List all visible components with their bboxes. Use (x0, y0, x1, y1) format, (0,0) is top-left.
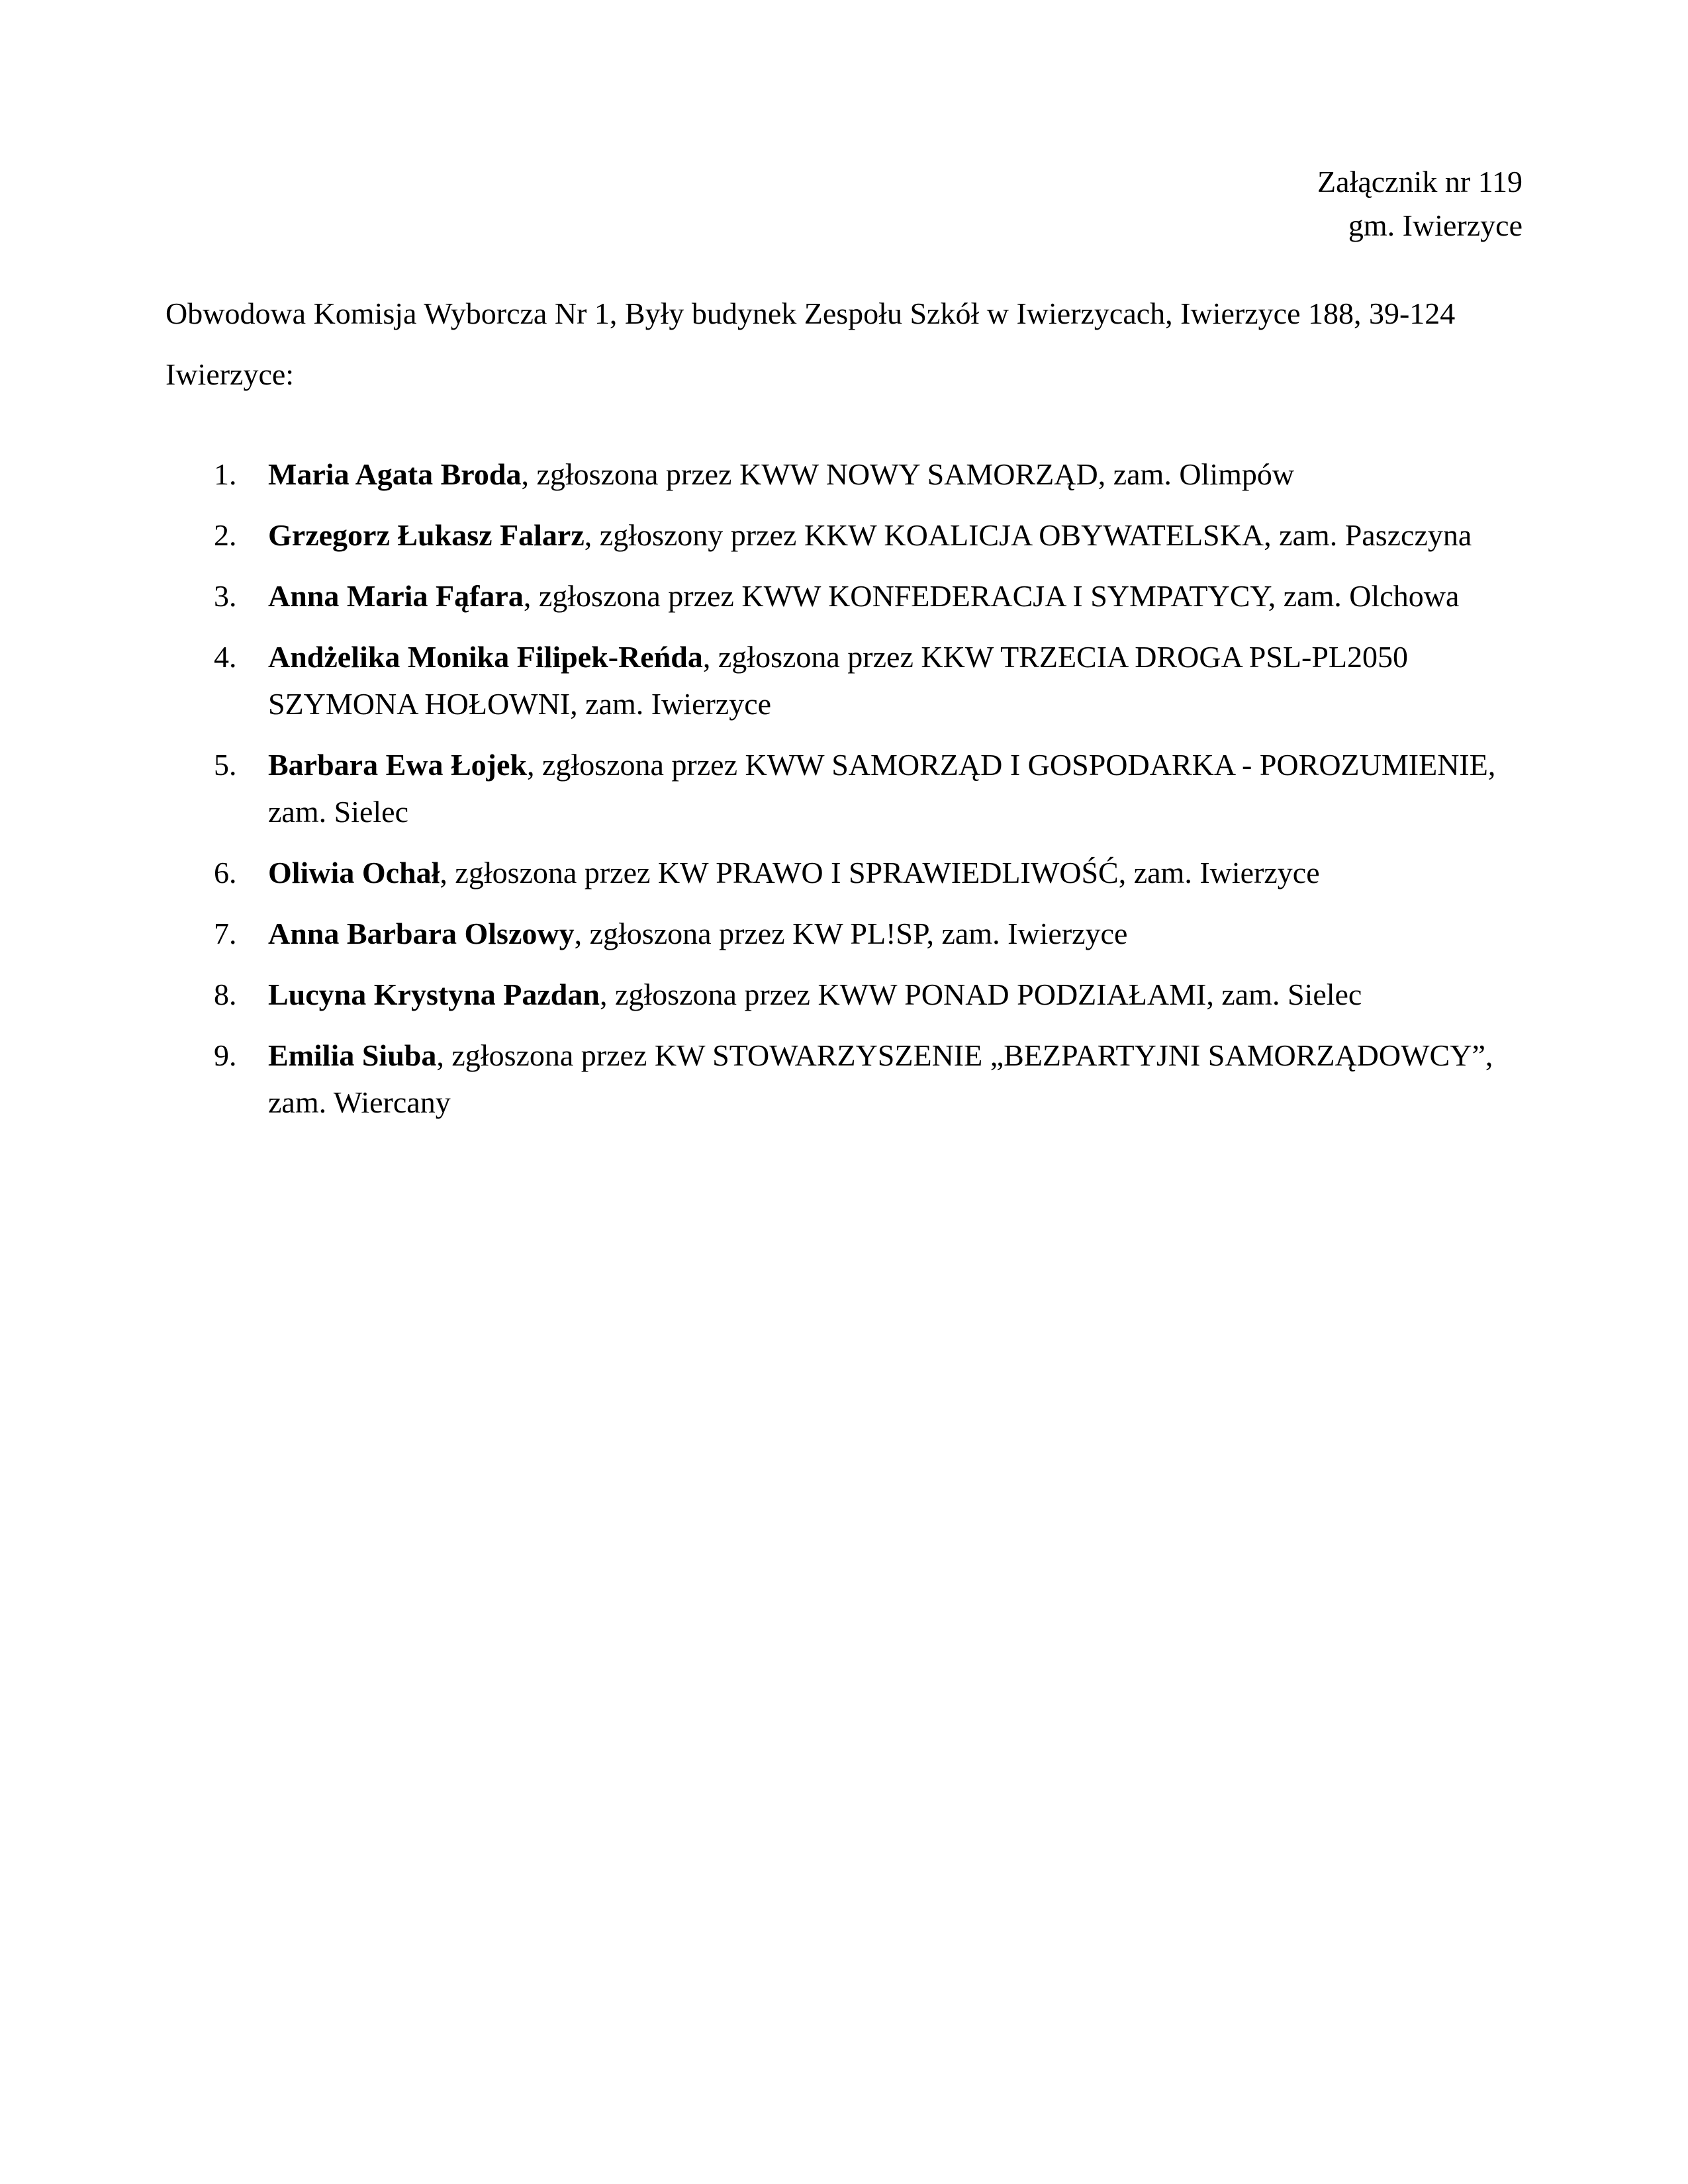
member-item (0, 512, 1688, 559)
member-number: 7. (214, 917, 237, 950)
member-details: , zgłoszona przez KWW KONFEDERACJA I SYMPATYCY, zam. Olchowa (523, 579, 1460, 613)
member-name: Anna Maria Fąfara (268, 579, 524, 613)
member-number: 9. (214, 1038, 237, 1072)
member-details: , zgłoszona przez KWW PONAD PODZIAŁAMI, zam. Sielec (599, 978, 1362, 1011)
member-details: , zgłoszona przez KW PL!SP, zam. Iwierzyce (574, 917, 1128, 950)
member-details: , zgłoszona przez KW STOWARZYSZENIE „BEZPARTYJNI SAMORZĄDOWCY”, zam. Wiercany (268, 1038, 1493, 1119)
member-number: 6. (214, 856, 237, 889)
member-name: Maria Agata Broda (268, 457, 522, 491)
member-name: Emilia Siuba (268, 1038, 437, 1072)
member-number: 3. (214, 579, 237, 613)
attachment-number: Załącznik nr 119 (1317, 165, 1523, 199)
member-name: Grzegorz Łukasz Falarz (268, 518, 585, 552)
member-item (0, 849, 1688, 896)
member-details: , zgłoszona przez KKW TRZECIA DROGA PSL-PL2050 SZYMONA HOŁOWNI, zam. Iwierzyce (268, 640, 1409, 721)
member-item (0, 633, 1688, 727)
member-name: Lucyna Krystyna Pazdan (268, 978, 600, 1011)
member-number: 8. (214, 978, 237, 1011)
attachment-header (1317, 160, 1523, 248)
member-details: , zgłoszona przez KWW SAMORZĄD I GOSPODARKA - POROZUMIENIE, zam. Sielec (268, 748, 1496, 829)
municipality-name: gm. Iwierzyce (1348, 208, 1523, 242)
member-details: , zgłoszony przez KKW KOALICJA OBYWATELSKA, zam. Paszczyna (584, 518, 1472, 552)
member-name: Anna Barbara Olszowy (268, 917, 575, 950)
member-name: Barbara Ewa Łojek (268, 748, 527, 782)
member-number: 1. (214, 457, 237, 491)
member-item (0, 1032, 1688, 1126)
member-item (0, 910, 1688, 957)
member-item (0, 971, 1688, 1018)
member-name: Oliwia Ochał (268, 856, 440, 889)
member-name: Andżelika Monika Filipek-Reńda (268, 640, 703, 674)
member-number: 2. (214, 518, 237, 552)
member-number: 4. (214, 640, 237, 674)
members-list (0, 451, 1688, 1140)
member-item (0, 451, 1688, 498)
member-item (0, 572, 1688, 619)
member-details: , zgłoszona przez KW PRAWO I SPRAWIEDLIWOŚĆ, zam. Iwierzyce (440, 856, 1320, 889)
member-item (0, 741, 1688, 835)
member-number: 5. (214, 748, 237, 782)
member-details: , zgłoszona przez KWW NOWY SAMORZĄD, zam. Olimpów (521, 457, 1295, 491)
commission-description: Obwodowa Komisja Wyborcza Nr 1, Były budynek Zespołu Szkół w Iwierzycach, Iwierzyce 188, 39-124 Iwierzyce: (165, 296, 1456, 391)
